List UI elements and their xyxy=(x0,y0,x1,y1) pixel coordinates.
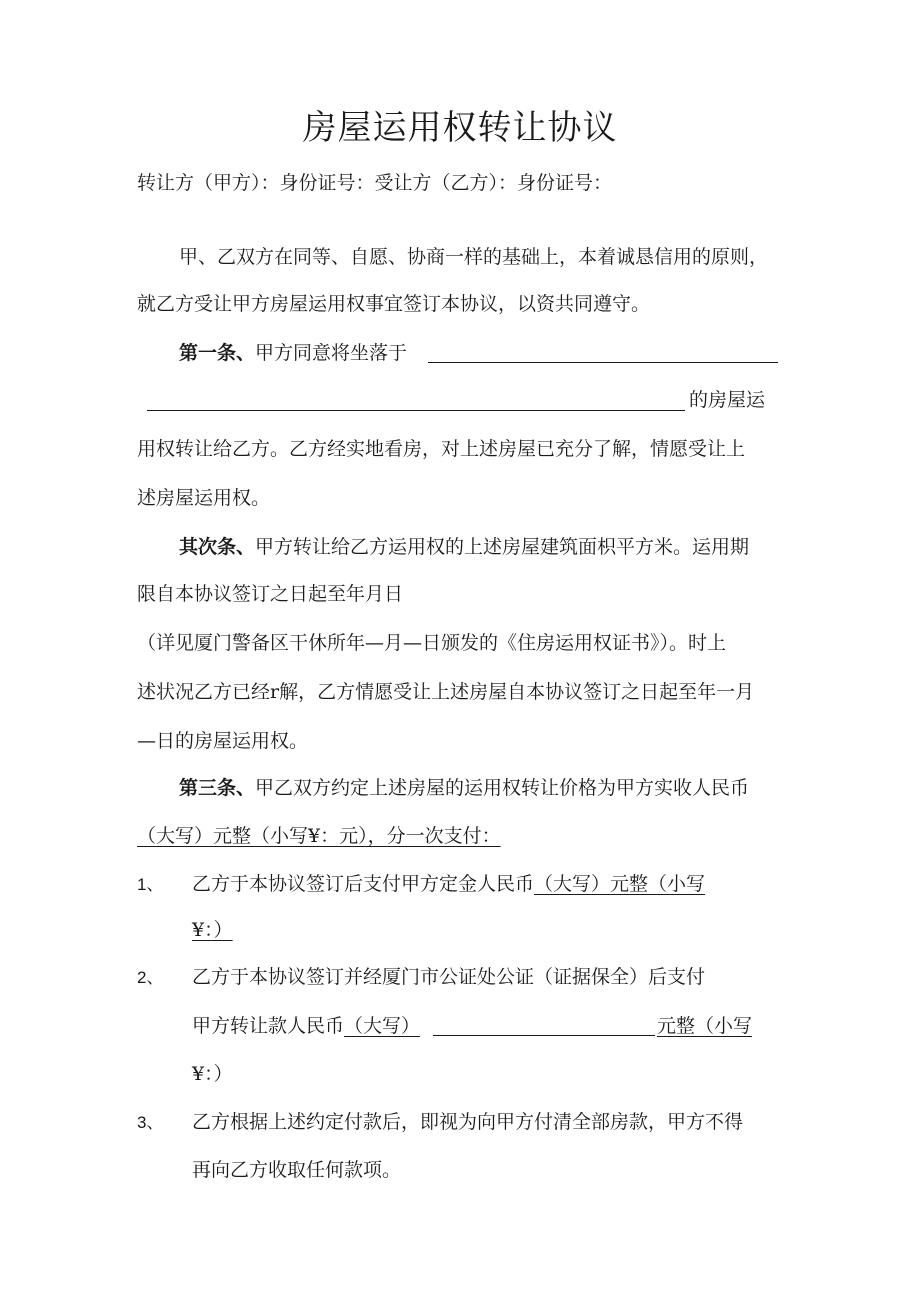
item-2-amount-cn: （大写） xyxy=(344,1015,421,1037)
item-1-text: 乙方于本协议签订后支付甲方定金人民币 xyxy=(192,873,535,895)
item-2-amount-blank xyxy=(433,1035,655,1036)
item-1-lowercase: （小写 xyxy=(648,873,706,895)
item-2-line-3: ¥：） xyxy=(192,1063,233,1085)
item-2-lowercase: （小写 xyxy=(695,1015,753,1037)
article2-first-line xyxy=(179,535,749,559)
address-blank-2 xyxy=(147,410,685,411)
article1-text1: 甲方同意将坐落于 xyxy=(255,342,408,364)
article2-line-5: —日的房屋运用权。 xyxy=(137,730,309,752)
intro-line-1: 甲、乙双方在同等、自愿、协商一样的基础上，本着诚恳信用的原则， xyxy=(179,246,769,268)
document-title: 房屋运用权转让协议 xyxy=(302,108,618,148)
item-2-line-2 xyxy=(192,1014,420,1038)
article1-line-3: 用权转让给乙方。乙方经实地看房，对上述房屋已充分了解，情愿受让上 xyxy=(137,438,746,460)
item-2-text: 甲方转让款人民币 xyxy=(192,1015,345,1037)
item-1-line-1 xyxy=(192,872,705,896)
parties-line: 转让方（甲方）：身份证号：受让方（乙方）：身份证号： xyxy=(137,172,613,194)
article1-line-4: 述房屋运用权。 xyxy=(137,487,271,509)
item-3-line-1: 乙方根据上述约定付款后，即视为向甲方付清全部房款，甲方不得 xyxy=(192,1111,744,1133)
article1-first-line xyxy=(179,341,407,365)
article3-amount-cn: （大写） xyxy=(137,825,214,847)
article2-line-2: 限自本协议签订之日起至年月日 xyxy=(137,583,404,605)
intro-line-2: 就乙方受让甲方房屋运用权事宜签订本协议，以资共同遵守。 xyxy=(137,293,651,315)
article3-text1: 甲乙双方约定上述房屋的运用权转让价格为甲方实收人民币 xyxy=(255,777,750,799)
item-1-yen: ¥：） xyxy=(192,919,233,941)
article1-text2: 的房屋运 xyxy=(689,389,766,411)
item-2-number: 2、 xyxy=(137,968,164,987)
address-blank-1 xyxy=(428,362,778,363)
article3-amount-end: 元），分一次支付： xyxy=(339,825,501,847)
item-3-line-2: 再向乙方收取任何款项。 xyxy=(192,1159,402,1181)
item-1-number: 1、 xyxy=(137,875,164,894)
article2-line-3: （详见厦门警备区干休所年—月—日颁发的《住房运用权证书》）。时上 xyxy=(137,632,727,654)
article3-amount-mid: 元整（小写¥： xyxy=(213,825,340,847)
item-2-line-1: 乙方于本协议签订并经厦门市公证处公证（证据保全）后支付 xyxy=(192,966,706,988)
item-2-line-2-end xyxy=(657,1014,752,1038)
article3-first-line xyxy=(179,776,749,800)
article3-heading: 第三条、 xyxy=(179,777,256,799)
item-3-number: 3、 xyxy=(137,1113,164,1132)
item-1-line-2 xyxy=(192,918,233,942)
article2-line-4: 述状况乙方已经r解，乙方情愿受让上述房屋自本协议签订之日起至年一月 xyxy=(137,681,755,703)
article2-heading: 其次条、 xyxy=(179,536,256,558)
article3-amount-line xyxy=(137,824,501,848)
item-2-yuan: 元整 xyxy=(657,1015,696,1037)
article1-heading: 第一条、 xyxy=(179,342,256,364)
article2-text1: 甲方转让给乙方运用权的上述房屋建筑面枳平方米。运用期 xyxy=(255,536,750,558)
item-1-amount: （大写）元整 xyxy=(534,873,649,895)
